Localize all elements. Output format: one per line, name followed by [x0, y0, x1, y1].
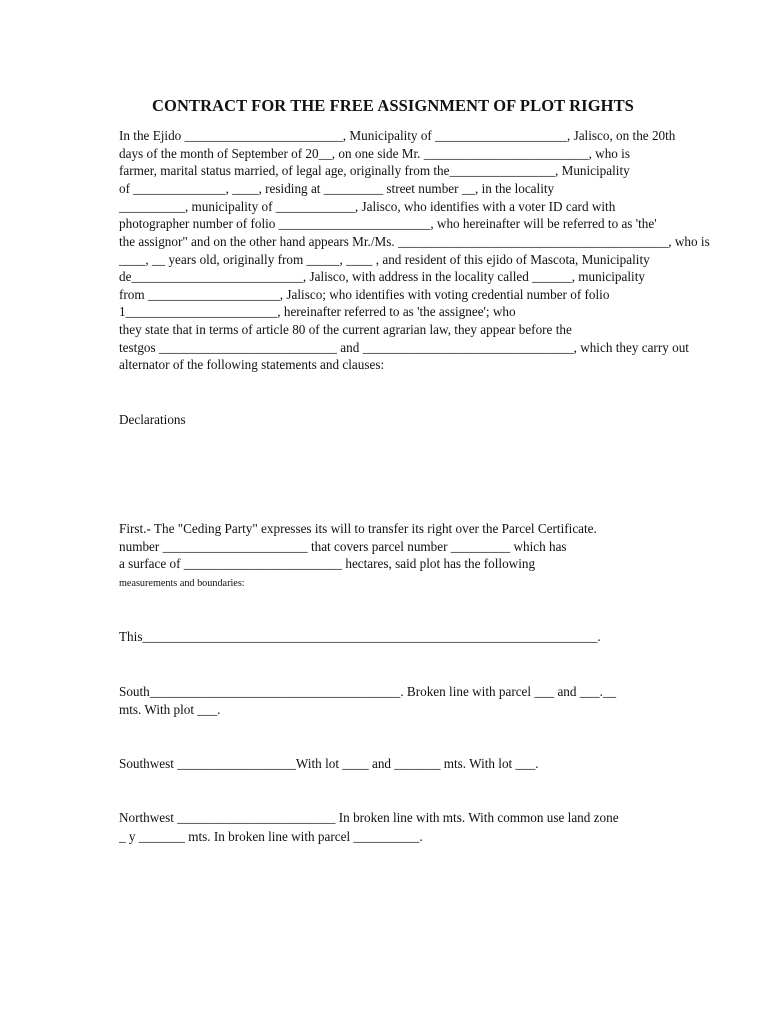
intro-line: days of the month of September of 20__, on one side Mr. _________________________, who is	[119, 146, 630, 161]
intro-line: farmer, marital status married, of legal age, originally from the________________, Municipality	[119, 163, 630, 178]
intro-line: testgos ___________________________ and ________________________________, which they carry out	[119, 340, 689, 355]
boundary-south-continued: mts. With plot ___.	[119, 702, 221, 717]
intro-line: they state that in terms of article 80 of the current agrarian law, they appear before the	[119, 322, 572, 337]
intro-line: ____, __ years old, originally from _____, ____ , and resident of this ejido of Mascota, Municipality	[119, 252, 650, 267]
intro-line: of ______________, ____, residing at _________ street number __, in the locality	[119, 181, 555, 196]
boundary-northwest: Northwest ________________________ In broken line with mts. With common use land zone	[119, 810, 619, 825]
intro-line: de__________________________, Jalisco, with address in the locality called ______, municipality	[119, 269, 645, 284]
first-clause-line: First.- The "Ceding Party" expresses its will to transfer its right over the Parcel Certificate.	[119, 521, 597, 536]
intro-line: alternator of the following statements and clauses:	[119, 357, 385, 372]
intro-line: __________, municipality of ____________, Jalisco, who identifies with a voter ID card with	[119, 199, 616, 214]
intro-line: the assignor" and on the other hand appears Mr./Ms. _________________________________________, who is	[119, 234, 710, 249]
boundary-northwest-continued: _ y _______ mts. In broken line with parcel __________.	[119, 829, 423, 844]
intro-line: photographer number of folio _______________________, who hereinafter will be referred to as 'the'	[119, 216, 657, 231]
document-title: CONTRACT FOR THE FREE ASSIGNMENT OF PLOT RIGHTS	[152, 96, 634, 115]
boundary-south: South______________________________________. Broken line with parcel ___ and ___.__	[119, 684, 617, 699]
boundary-southwest: Southwest __________________With lot ____ and _______ mts. With lot ___.	[119, 756, 539, 771]
measurements-label: measurements and boundaries:	[119, 578, 245, 589]
intro-line: In the Ejido ________________________, Municipality of ____________________, Jalisco, on the 20th	[119, 128, 676, 143]
first-clause-line: a surface of ________________________ hectares, said plot has the following	[119, 556, 536, 571]
intro-line: from ____________________, Jalisco; who identifies with voting credential number of folio	[119, 287, 610, 302]
declarations-heading: Declarations	[119, 412, 186, 427]
intro-line: 1_______________________, hereinafter referred to as 'the assignee'; who	[119, 304, 516, 319]
boundary-this: This_____________________________________________________________________.	[119, 629, 601, 644]
first-clause-line: number ______________________ that covers parcel number _________ which has	[119, 539, 567, 554]
